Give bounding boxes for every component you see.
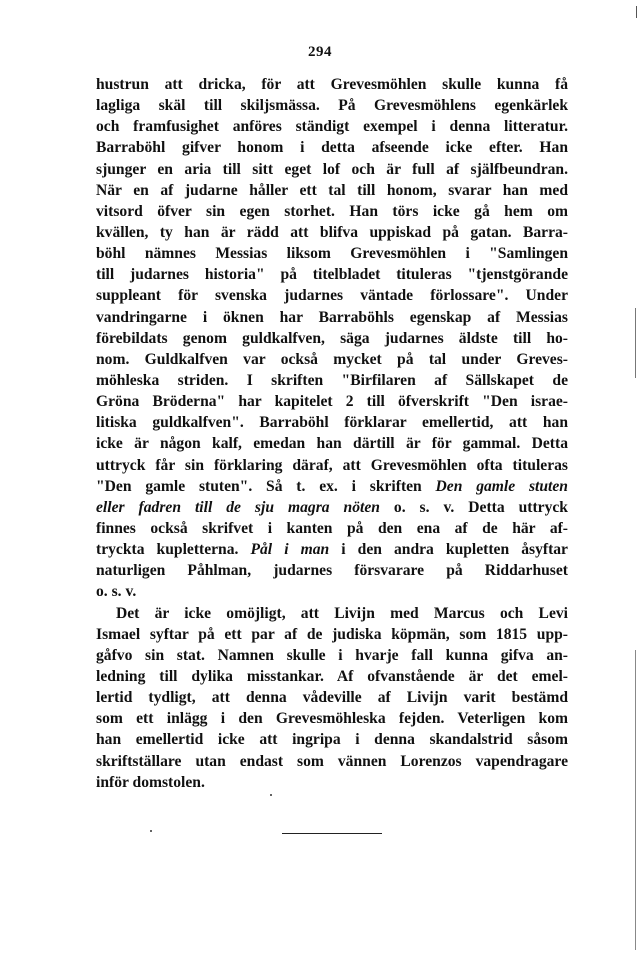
text-line: vitsord öfver sin egen storhet. Han törs icke gå hem om: [96, 202, 568, 220]
text-line: sjunger en aria till sitt eget lof och är full af själfbeundran.: [96, 160, 568, 178]
text-line: till judarnes historia" på titelbladet tituleras "tjenstgörande: [96, 266, 568, 284]
text-line: förebildats genom guldkalfven, säga judarnes äldste till ho-: [96, 329, 568, 347]
text-segment: i den andra kupletten åsyftar: [341, 541, 568, 559]
speck: [150, 830, 152, 832]
text-line: lagliga skäl till skiljsmässa. På Grevesmöhlens egenkärlek: [96, 97, 568, 115]
body-text: [96, 74, 568, 793]
text-line: Gröna Bröderna" har kapitelet 2 till öfverskrift "Den israe-: [96, 393, 568, 411]
text-line: nom. Guldkalfven var också mycket på tal under Greves-: [96, 350, 568, 368]
text-line: lertid tydligt, att denna vådeville af Livijn varit bestämd: [96, 689, 568, 707]
text-line: När en af judarne håller ett tal till honom, svarar han med: [96, 181, 568, 199]
text-segment: "Den gamle stuten". Så t. ex. i skriften: [96, 477, 422, 495]
italic-title: Pål i man: [250, 541, 330, 559]
italic-title: eller fadren till de sju magra nöten: [96, 498, 380, 516]
text-line: Det är icke omöjligt, att Livijn med Marcus och Levi: [116, 604, 568, 622]
text-line: Ismael syftar på ett par af de judiska köpmän, som 1815 upp-: [96, 625, 568, 643]
text-line: hustrun att dricka, för att Grevesmöhlen skulle kunna få: [96, 76, 568, 93]
text-line: gåfvo sin stat. Namnen skulle i hvarje fall kunna gifva an-: [96, 646, 568, 664]
text-line-mixed: [96, 497, 568, 518]
text-line: böhl nämnes Messias liksom Grevesmöhlen i "Samlingen: [96, 245, 568, 263]
text-line: som ett inlägg i den Grevesmöhleska fejden. Veterligen kom: [96, 710, 568, 728]
page-number: 294: [308, 44, 332, 60]
text-line: kvällen, ty han är rädd att blifva uppiskad på gatan. Barra-: [96, 223, 568, 241]
margin-scan-mark: [636, 6, 637, 18]
text-line: o. s. v.: [96, 583, 137, 601]
text-line: han emellertid icke att ingripa i denna skandalstrid såsom: [96, 731, 568, 749]
end-rule: [282, 833, 382, 834]
text-line: möhleska striden. I skriften "Birfilaren af Sällskapet de: [96, 371, 568, 389]
text-line: uttryck får sin förklaring däraf, att Grevesmöhlen ofta tituleras: [96, 456, 568, 474]
text-line-mixed: [96, 539, 568, 560]
speck: [270, 794, 272, 796]
text-line: vandringarne i öknen har Barraböhls egenskap af Messias: [96, 308, 568, 326]
text-segment: o. s. v. Detta uttryck: [393, 498, 568, 516]
text-segment: tryckta kupletterna.: [96, 541, 239, 559]
text-line-mixed: [96, 476, 568, 497]
text-line: inför domstolen.: [96, 773, 205, 791]
text-line: Barraböhl gifver honom i detta afseende icke efter. Han: [96, 139, 568, 157]
margin-scan-mark: [635, 650, 636, 950]
text-line: suppleant för svenska judarnes väntade förlossare". Under: [96, 287, 568, 305]
text-line: icke är någon kalf, emedan han därtill är för gammal. Detta: [96, 435, 568, 453]
text-line: och framfusighet anföres ständigt exempel i denna litteratur.: [96, 118, 568, 136]
margin-scan-mark: [635, 308, 636, 378]
text-line: naturligen Påhlman, judarnes försvarare på Riddarhuset: [96, 562, 568, 580]
text-line: litiska guldkalfven". Barraböhl förklarar emellertid, att han: [96, 414, 568, 432]
text-line: skriftställare utan endast som vännen Lorenzos vapendragare: [96, 752, 568, 770]
text-line: ledning till dylika misstankar. Af ofvanstående är det emel-: [96, 667, 568, 685]
text-line: finnes också skrifvet i kanten på den ena af de här af-: [96, 519, 568, 537]
italic-title: Den gamle stuten: [435, 477, 568, 495]
